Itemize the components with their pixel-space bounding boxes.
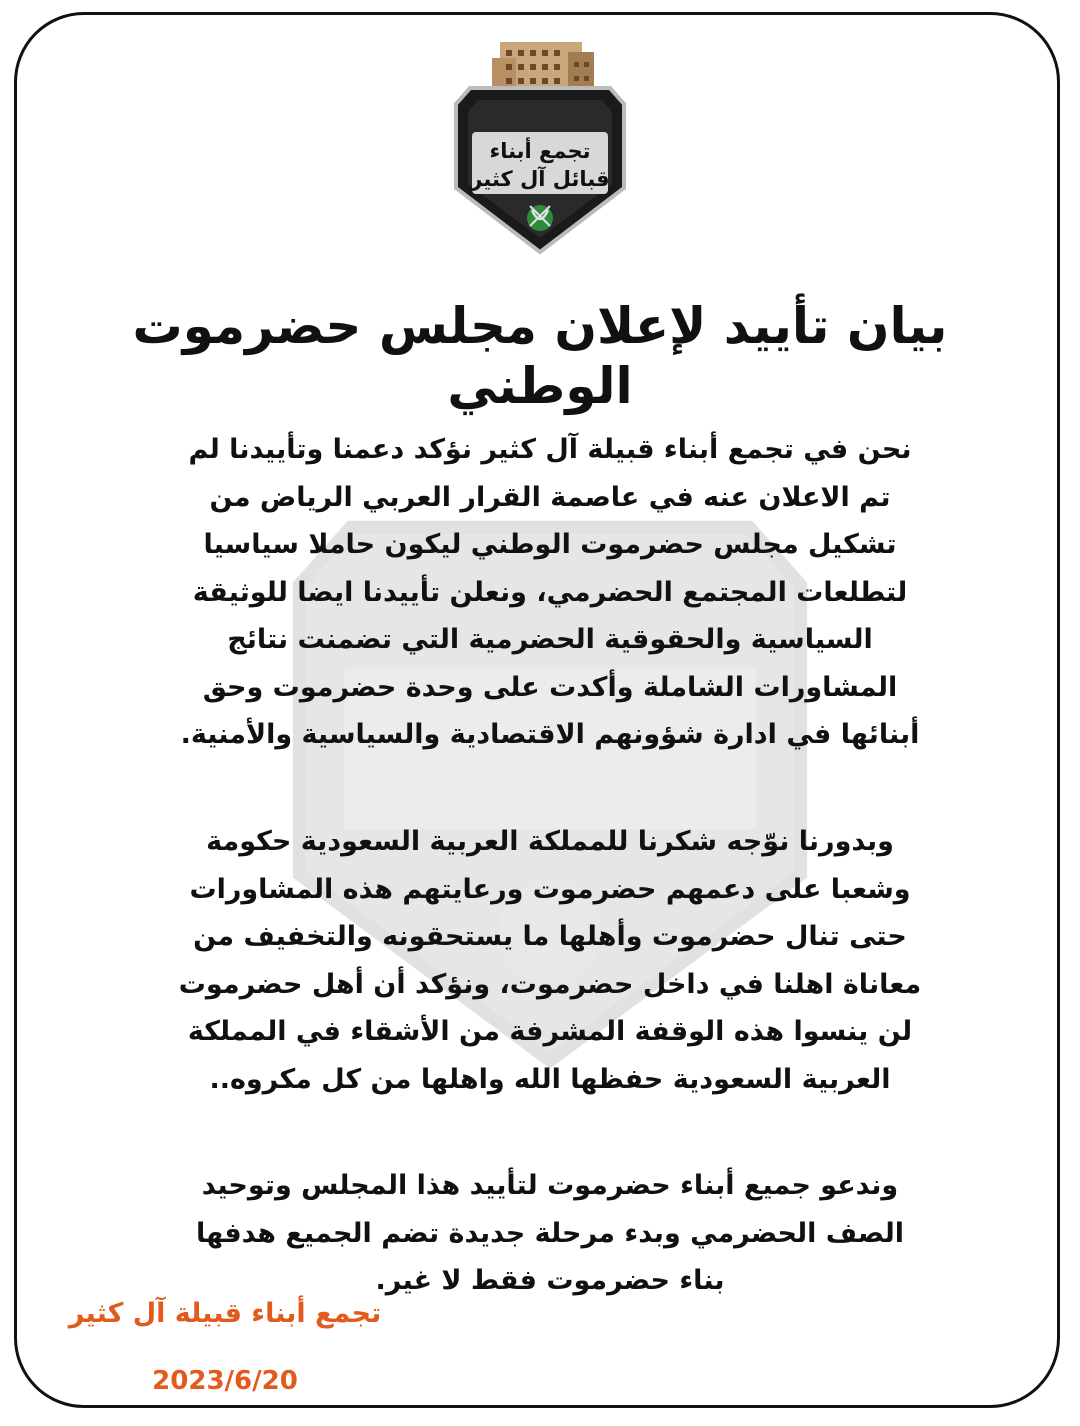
signature-date: 2023/6/20 [152,1366,298,1396]
body-paragraph-2: وبدورنا نوّجه شكرنا للمملكة العربية السعودية حكومة وشعبا على دعمهم حضرموت ورعايتهم هذه المشاورات حتى تنال حضرموت وأهلها ما يستحقونه والتخفيف من معاناة اهلنا في داخل حضرموت، ونؤكد أن أهل حضرموت لن ينسوا هذه الوقفة المشرفة من الأشقاء في المملكة العربية السعودية حفظها الله واهلها من كل مكروه.. [178,826,922,1095]
body-paragraph-1: نحن في تجمع أبناء قبيلة آل كثير نؤكد دعمنا وتأييدنا لم تم الاعلان عنه في عاصمة القرار العربي الرياض من تشكيل مجلس حضرموت الوطني ليكون حاملا سياسيا لتطلعات المجتمع الحضرمي، ونعلن تأييدنا ايضا للوثيقة السياسية والحقوقية الحضرمية التي تضمنت نتائج المشاورات الشاملة وأكدت على وحدة حضرموت وحق أبنائها في ادارة شؤونهم الاقتصادية والسياسية والأمنية. [180,434,920,750]
logo-text-line1: تجمع أبناء [489,139,591,163]
shield-emblem-icon [448,38,632,262]
signature-name: تجمع أبناء قبيلة آل كثير [68,1298,382,1329]
logo-text-line2: قبائل آل كثير [470,167,610,191]
organization-logo [448,38,632,262]
body-paragraph-3: وندعو جميع أبناء حضرموت لتأييد هذا المجلس وتوحيد الصف الحضرمي وبدء مرحلة جديدة تضم الجميع هدفها بناء حضرموت فقط لا غير. [196,1170,904,1296]
document-title: بيان تأييد لإعلان مجلس حضرموت الوطني [132,297,948,415]
